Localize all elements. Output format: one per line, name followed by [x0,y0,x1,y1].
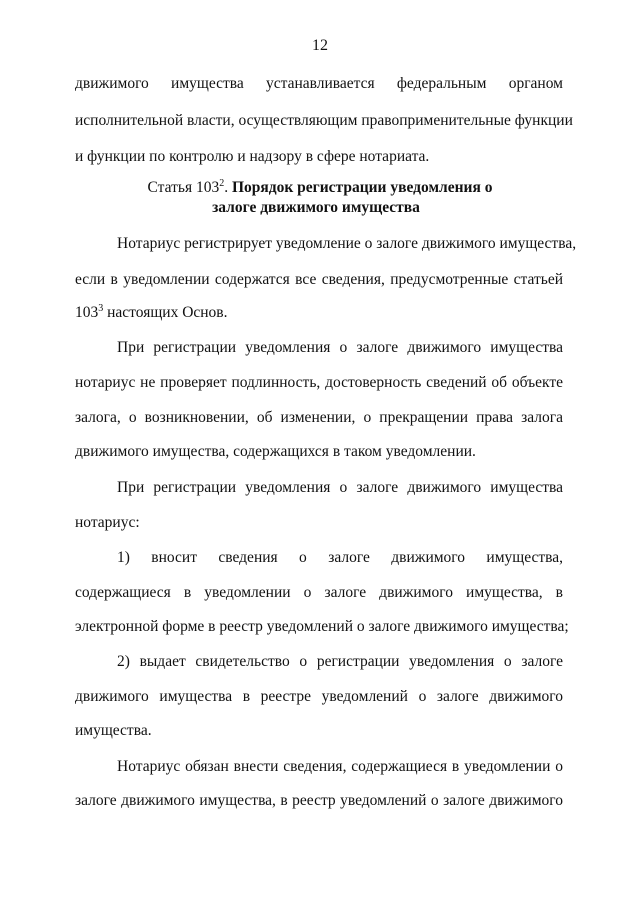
paragraph-line: При регистрации уведомления о залоге движимого имущества [117,339,563,356]
paragraph-line: $103^3$ настоящих Основ. [75,302,228,321]
paragraph-line: нотариус не проверяет подлинность, достоверность сведений об объекте [75,374,563,391]
paragraph-line: и функции по контролю и надзору в сфере нотариата. [75,148,430,165]
article-reference: 103 [75,304,99,321]
article-heading: Статья $103^2$. Порядок регистрации уведомления о [147,177,493,196]
list-item-line: содержащиеся в уведомлении о залоге движимого имущества, в [75,584,563,601]
article-heading-line2 [0,198,636,218]
list-item-line: 2) выдает свидетельство о регистрации уведомления о залоге [117,653,563,670]
article-number: Статья 103 [147,179,220,196]
paragraph-line: залоге движимого имущества, в реестр уведомлений о залоге движимого [75,792,563,809]
paragraph-line: если в уведомлении содержатся все сведения, предусмотренные статьей [75,271,563,288]
paragraph-line: нотариус: [75,514,140,531]
list-item-line: электронной форме в реестр уведомлений о залоге движимого имущества; [75,618,569,635]
paragraph-line: движимого имущества устанавливается федеральным органом [75,75,563,92]
list-item-line: имущества. [75,722,152,739]
page-number: 12 [312,37,328,54]
paragraph-line: При регистрации уведомления о залоге движимого имущества [117,479,563,496]
article-reference-superscript: 3 [98,302,104,314]
article-title-line: залоге движимого имущества [212,199,420,216]
paragraph-line: Нотариус обязан внести сведения, содержащиеся в уведомлении о [117,758,563,775]
article-title-line: Порядок регистрации уведомления о [231,179,493,196]
article-number-superscript: 2 [219,177,225,189]
list-item-line: 1) вносит сведения о залоге движимого имущества, [117,549,563,566]
list-item-line: движимого имущества в реестре уведомлений о залоге движимого [75,688,563,705]
paragraph-line: Нотариус регистрирует уведомление о залоге движимого имущества, [117,235,577,252]
paragraph-line: исполнительной власти, осуществляющим правоприменительные функции [75,112,573,129]
paragraph-line: залога, о возникновении, об изменении, о прекращении права залога [75,409,563,426]
paragraph-line: движимого имущества, содержащихся в таком уведомлении. [75,443,476,460]
